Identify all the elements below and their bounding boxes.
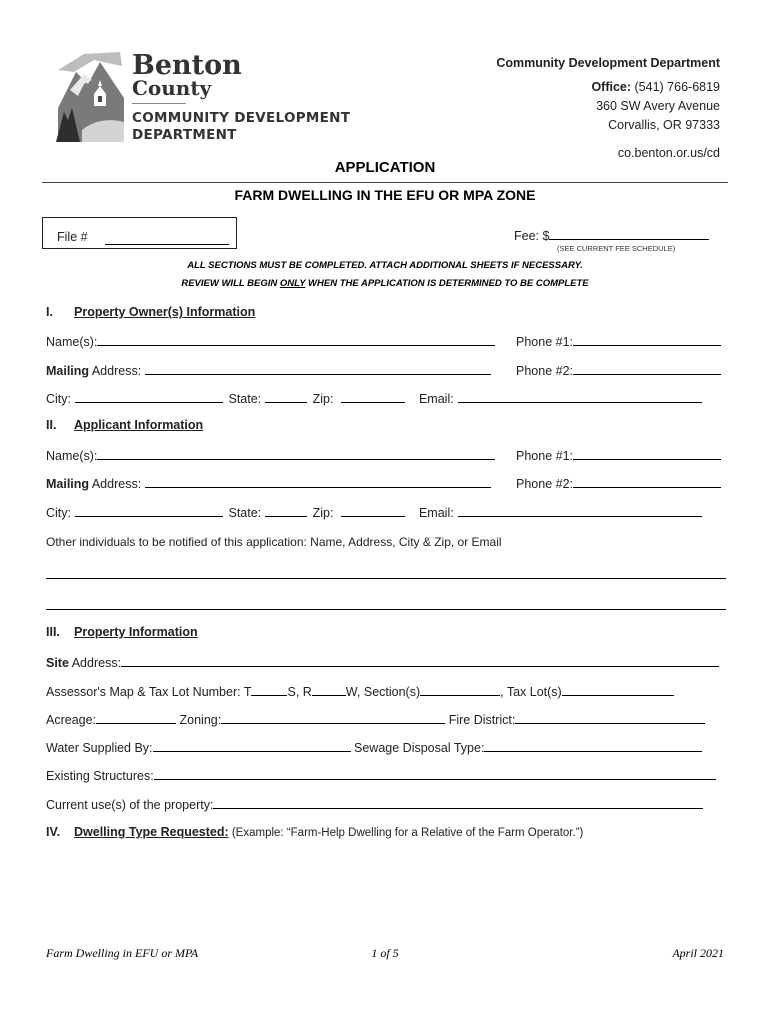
logo-county: County xyxy=(132,76,212,100)
owner-email-label: Email: xyxy=(418,392,454,406)
owner-mailing-bold: Mailing xyxy=(46,364,90,378)
office-phone: (541) 766-6819 xyxy=(634,80,720,94)
owner-phone2-field[interactable] xyxy=(516,362,721,378)
applicant-phone2-field[interactable] xyxy=(516,475,721,491)
township-line[interactable] xyxy=(251,683,287,696)
section2-title: Applicant Information xyxy=(74,418,204,432)
current-use-label: Current use(s) of the property: xyxy=(46,798,214,812)
instructions-only: ONLY xyxy=(279,278,306,289)
applicant-mailing-field[interactable] xyxy=(46,475,493,491)
existing-structures-label: Existing Structures: xyxy=(46,769,154,783)
owner-zip-label: Zip: xyxy=(312,392,334,406)
instructions-line2-a: REVIEW WILL BEGIN xyxy=(181,278,280,289)
applicant-email-line[interactable] xyxy=(458,504,702,517)
logo-divider xyxy=(132,103,186,104)
applicant-phone1-line[interactable] xyxy=(573,447,721,460)
acreage-label: Acreage: xyxy=(46,713,97,727)
contact-web[interactable]: co.benton.or.us/cd xyxy=(617,146,720,160)
existing-structures-field[interactable] xyxy=(46,767,716,783)
footer-date: April 2021 xyxy=(672,946,724,960)
file-number-box[interactable] xyxy=(42,217,237,249)
applicant-phone2-line[interactable] xyxy=(573,475,721,488)
contact-office xyxy=(591,80,720,94)
section1-number: I. xyxy=(46,305,53,319)
site-address-line[interactable] xyxy=(121,654,719,667)
section4-example: (Example: “Farm-Help Dwelling for a Relative of the Farm Operator.”) xyxy=(228,827,584,839)
logo-department: DEPARTMENT xyxy=(132,127,237,143)
acreage-row xyxy=(46,711,705,727)
other-individuals-label: Other individuals to be notified of this application: Name, Address, City & Zip, or Email xyxy=(46,535,502,549)
current-use-field[interactable] xyxy=(46,796,703,812)
existing-structures-line[interactable] xyxy=(154,767,716,780)
owner-mailing-line[interactable] xyxy=(145,362,491,375)
instructions-line2-c: WHEN THE APPLICATION IS DETERMINED TO BE COMPLETE xyxy=(305,278,589,289)
applicant-zip-label: Zip: xyxy=(312,506,334,520)
owner-phone1-field[interactable] xyxy=(516,333,721,349)
section2-number: II. xyxy=(46,418,57,432)
footer-page-number: 1 of 5 xyxy=(371,946,399,960)
other-individuals-line2[interactable] xyxy=(46,609,726,610)
applicant-phone1-field[interactable] xyxy=(516,447,721,463)
applicant-email-label: Email: xyxy=(418,506,454,520)
owner-city-row xyxy=(46,390,704,406)
applicant-mailing-label: Address: xyxy=(89,477,142,491)
office-label: Office: xyxy=(591,80,632,94)
site-address-bold: Site xyxy=(46,656,69,670)
tax-lot-line[interactable] xyxy=(562,683,674,696)
instructions-line2 xyxy=(0,278,770,289)
title-rule xyxy=(42,182,728,183)
owner-state-label: State: xyxy=(228,392,262,406)
fire-district-line[interactable] xyxy=(515,711,705,724)
applicant-city-label: City: xyxy=(46,506,71,520)
fire-district-label: Fire District: xyxy=(448,713,516,727)
logo-community-development: COMMUNITY DEVELOPMENT xyxy=(132,110,351,126)
contact-dept: Community Development Department xyxy=(496,56,720,70)
logo-benton: Benton xyxy=(132,50,242,81)
applicant-zip-line[interactable] xyxy=(341,504,405,517)
owner-names-label: Name(s): xyxy=(46,335,98,349)
zoning-line[interactable] xyxy=(221,711,445,724)
owner-email-line[interactable] xyxy=(458,390,702,403)
section3-number: III. xyxy=(46,625,60,639)
site-address-label: Address: xyxy=(68,656,122,670)
water-label: Water Supplied By: xyxy=(46,741,153,755)
applicant-mailing-bold: Mailing xyxy=(46,477,90,491)
applicant-names-line[interactable] xyxy=(97,447,495,460)
assessor-map-label: Assessor's Map & Tax Lot Number: T xyxy=(46,685,252,699)
owner-phone2-line[interactable] xyxy=(573,362,721,375)
site-address-field[interactable] xyxy=(46,654,719,670)
owner-state-line[interactable] xyxy=(265,390,307,403)
tax-lot-label: , Tax Lot(s) xyxy=(500,685,562,699)
owner-city-label: City: xyxy=(46,392,71,406)
fee-label: Fee: $ xyxy=(514,229,550,243)
contact-street: 360 SW Avery Avenue xyxy=(596,99,720,113)
acreage-line[interactable] xyxy=(96,711,176,724)
applicant-city-row xyxy=(46,504,704,520)
owner-phone1-label: Phone #1: xyxy=(516,335,573,349)
file-number-label: File # xyxy=(57,230,88,244)
applicant-phone1-label: Phone #1: xyxy=(516,449,573,463)
application-title: APPLICATION xyxy=(334,159,436,176)
zoning-label: Zoning: xyxy=(179,713,222,727)
form-subtitle: FARM DWELLING IN THE EFU OR MPA ZONE xyxy=(234,187,536,203)
applicant-mailing-line[interactable] xyxy=(145,475,491,488)
applicant-names-label: Name(s): xyxy=(46,449,98,463)
sewage-line[interactable] xyxy=(484,739,702,752)
range-line[interactable] xyxy=(312,683,346,696)
water-line[interactable] xyxy=(153,739,351,752)
file-number-line[interactable] xyxy=(105,230,229,245)
applicant-state-label: State: xyxy=(228,506,262,520)
owner-zip-line[interactable] xyxy=(341,390,405,403)
current-use-line[interactable] xyxy=(213,796,703,809)
section4-row xyxy=(46,825,583,839)
owner-phone2-label: Phone #2: xyxy=(516,364,573,378)
applicant-city-line[interactable] xyxy=(75,504,223,517)
footer-form-name: Farm Dwelling in EFU or MPA xyxy=(46,946,199,960)
other-individuals-line1[interactable] xyxy=(46,578,726,579)
applicant-phone2-label: Phone #2: xyxy=(516,477,573,491)
section-label: W, Section(s) xyxy=(345,685,421,699)
assessor-map-row xyxy=(46,683,674,699)
fee-note: (SEE CURRENT FEE SCHEDULE) xyxy=(557,244,676,253)
section-line[interactable] xyxy=(420,683,500,696)
water-row xyxy=(46,739,702,755)
sewage-label: Sewage Disposal Type: xyxy=(354,741,485,755)
section3-title: Property Information xyxy=(74,625,198,639)
section4-title: Dwelling Type Requested: xyxy=(74,825,229,839)
owner-mailing-field[interactable] xyxy=(46,362,493,378)
owner-names-field[interactable] xyxy=(46,333,495,349)
instructions-line1: ALL SECTIONS MUST BE COMPLETED. ATTACH ADDITIONAL SHEETS IF NECESSARY. xyxy=(187,260,583,271)
applicant-state-line[interactable] xyxy=(265,504,307,517)
county-logo xyxy=(54,50,374,145)
fee-field[interactable] xyxy=(514,227,709,243)
fee-line[interactable] xyxy=(549,227,709,240)
owner-city-line[interactable] xyxy=(75,390,223,403)
section4-number: IV. xyxy=(46,825,61,839)
owner-mailing-label: Address: xyxy=(89,364,142,378)
mountain-house-logo-icon xyxy=(54,50,126,142)
section1-title: Property Owner(s) Information xyxy=(74,305,256,319)
applicant-names-field[interactable] xyxy=(46,447,495,463)
contact-city: Corvallis, OR 97333 xyxy=(608,118,720,132)
owner-phone1-line[interactable] xyxy=(573,333,721,346)
owner-names-line[interactable] xyxy=(97,333,495,346)
range-label: S, R xyxy=(287,685,312,699)
